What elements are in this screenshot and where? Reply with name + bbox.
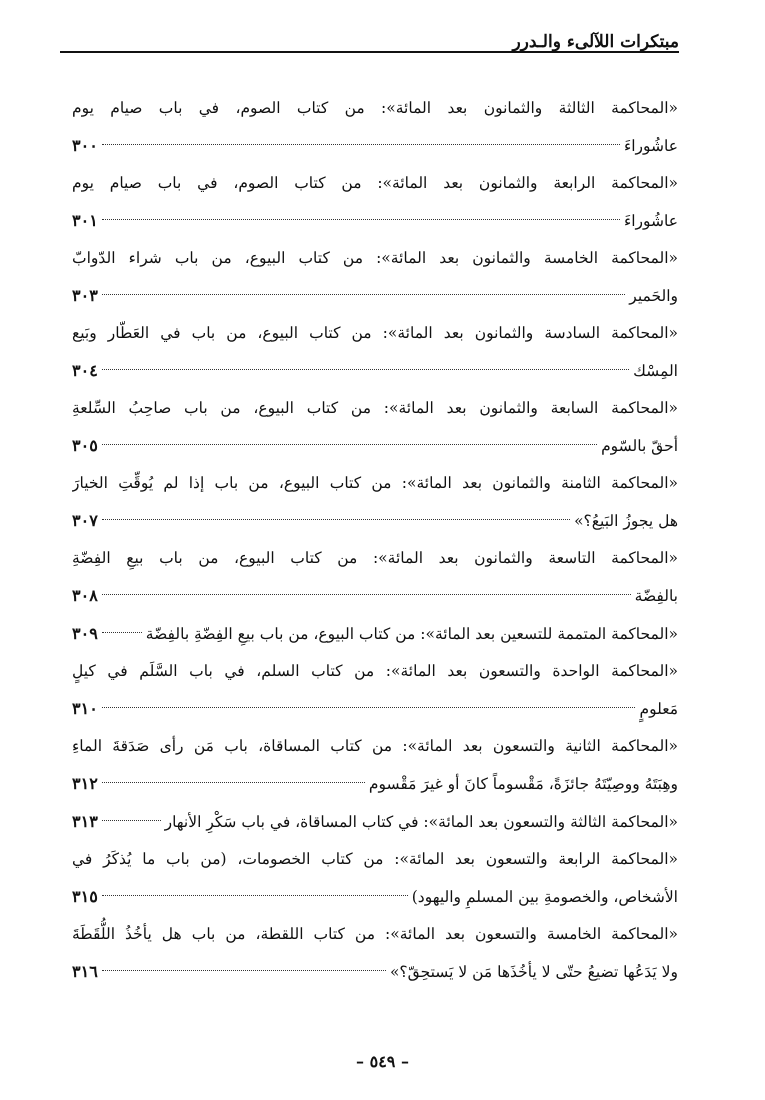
dot-leader	[102, 895, 408, 896]
toc-entry[interactable]	[72, 90, 678, 165]
entry-title-continued: عاشُوراءَ	[623, 212, 678, 230]
entry-title: «المحاكمة الثانية والتسعون بعد المائة»: من كتاب المساقاة، باب مَن رأى صَدَقةَ الماءِ	[72, 737, 678, 755]
page-number: ٣١٠	[72, 699, 98, 718]
dot-leader	[102, 219, 620, 220]
dot-leader	[102, 820, 161, 821]
entry-title: «المحاكمة الثامنة والثمانون بعد المائة»: من كتاب البيوع، من باب إذا لم يُوقِّتِ الخيارَ	[72, 474, 678, 492]
header-title: مبتكرات اللآلىء والـدرر	[504, 30, 679, 54]
dot-leader	[102, 144, 620, 145]
toc-entry[interactable]	[72, 803, 678, 841]
page-number: ٣٠٥	[72, 436, 98, 455]
dot-leader	[102, 707, 636, 708]
page-number: ٣١٥	[72, 887, 98, 906]
entry-title: «المحاكمة الثالثة والتسعون بعد المائة»: في كتاب المساقاة، في باب سَكْرِ الأنهار	[164, 813, 678, 831]
page-number: ٣١٦	[72, 962, 98, 981]
page-number: ٣٠٨	[72, 586, 98, 605]
toc-entry[interactable]	[72, 540, 678, 615]
entry-title-continued: بالفِضّة	[634, 587, 678, 605]
page-number: ٣٠٠	[72, 136, 98, 155]
page-folio: – ٥٤٩ –	[356, 1052, 409, 1071]
entry-title: «المحاكمة الخامسة والتسعون بعد المائة»: من كتاب اللقطة، من باب هل يأخُذُ اللُّقَطَةَ	[72, 925, 678, 943]
page-number: ٣٠٩	[72, 624, 98, 643]
running-header	[60, 30, 679, 56]
entry-title: «المحاكمة المتممة للتسعين بعد المائة»: من كتاب البيوع، من باب بيعِ الفِضّةِ بالفِضّة	[145, 625, 678, 643]
entry-title: «المحاكمة الرابعة والثمانون بعد المائة»: من كتاب الصوم، في باب صيام يوم	[72, 174, 678, 192]
entry-title: «المحاكمة الثالثة والثمانون بعد المائة»: من كتاب الصوم، في باب صيام يوم	[72, 99, 678, 117]
dot-leader	[102, 632, 142, 633]
page-number: ٣٠٧	[72, 511, 98, 530]
table-of-contents	[72, 90, 678, 991]
page-number: ٣١٢	[72, 774, 98, 793]
page-number: ٣٠٣	[72, 286, 98, 305]
page-number: ٣٠٤	[72, 361, 98, 380]
entry-title-continued: هل يجوزُ البَيعُ؟»	[574, 512, 678, 530]
entry-title-continued: ولا يَدَعُها تضيعُ حتّى لا يأخُذَها مَن لا يَستحِقّ؟»	[389, 963, 678, 981]
toc-entry[interactable]	[72, 465, 678, 540]
entry-title: «المحاكمة التاسعة والثمانون بعد المائة»: من كتاب البيوع، من باب بيعِ الفِضّةِ	[72, 549, 678, 567]
page-number: ٣٠١	[72, 211, 98, 230]
entry-title-continued: المِسْك	[633, 362, 678, 380]
toc-entry[interactable]	[72, 916, 678, 991]
toc-entry[interactable]	[72, 240, 678, 315]
page-number: ٣١٣	[72, 812, 98, 831]
entry-title: «المحاكمة الخامسة والثمانون بعد المائة»: من كتاب البيوع، من باب شراء الدّوابّ	[72, 249, 678, 267]
toc-entry[interactable]	[72, 841, 678, 916]
entry-title-continued: عاشُوراءَ	[623, 137, 678, 155]
dot-leader	[102, 594, 631, 595]
dot-leader	[102, 970, 386, 971]
entry-title-continued: وهِبَتَهُ ووصِيّتَهُ جائزَةً، مَقْسوماً كانَ أو غيرَ مَقْسوم	[368, 775, 678, 793]
dot-leader	[102, 782, 365, 783]
entry-title-continued: مَعلومٍ	[639, 700, 678, 718]
toc-entry[interactable]	[72, 165, 678, 240]
dot-leader	[102, 294, 626, 295]
dot-leader	[102, 369, 629, 370]
entry-title-continued: أحقّ بالسّوم	[601, 437, 678, 455]
toc-entry[interactable]	[72, 315, 678, 390]
toc-entry[interactable]	[72, 653, 678, 728]
dot-leader	[102, 444, 597, 445]
entry-title: «المحاكمة الواحدة والتسعون بعد المائة»: من كتاب السلم، في باب السَّلَم في كيلٍ	[72, 662, 678, 680]
dot-leader	[102, 519, 570, 520]
entry-title: «المحاكمة السابعة والثمانون بعد المائة»: من كتاب البيوع، من باب صاحِبُ السِّلعةِ	[72, 399, 678, 417]
toc-entry[interactable]	[72, 390, 678, 465]
entry-title: «المحاكمة السادسة والثمانون بعد المائة»: من كتاب البيوع، من باب في العَطّار وبَيع	[72, 324, 678, 342]
entry-title-continued: الأشخاص، والخصومةِ بين المسلمِ واليهود)	[411, 888, 678, 906]
entry-title: «المحاكمة الرابعة والتسعون بعد المائة»: من كتاب الخصومات، (من باب ما يُذكَرُ في	[72, 850, 678, 868]
toc-entry[interactable]	[72, 728, 678, 803]
header-rule	[60, 51, 679, 53]
entry-title-continued: والحَمير	[629, 287, 678, 305]
toc-entry[interactable]	[72, 615, 678, 653]
